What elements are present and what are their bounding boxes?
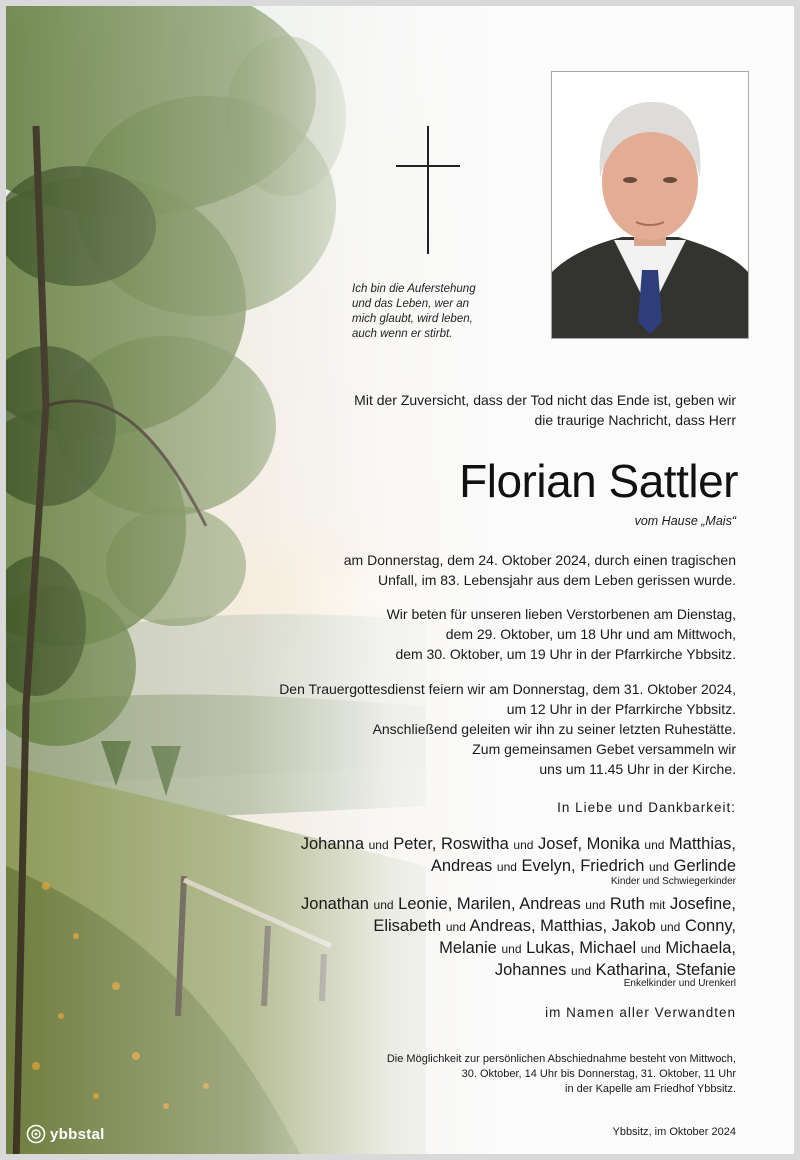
thanks-heading: In Liebe und Dankbarkeit: [557,800,736,815]
grandchildren-list [236,894,736,982]
cross-icon [394,124,464,256]
intro-text: Mit der Zuversicht, dass der Tod nicht das Ende ist, geben wir die traurige Nachricht, dass Herr [354,392,736,428]
funeral-notice: Den Trauergottesdienst feiern wir am Donnerstag, dem 31. Oktober 2024, um 12 Uhr in der Pfarrkirche Ybbsitz. Anschließend geleiten wir ihn zu seiner letzten Ruhestätte. Zum gemeinsamen Gebet versammeln wir uns um 11.45 Uhr in der Kirche. [279,681,736,777]
grandchildren-line: Jonathan und Leonie, Marilen, Andreas und Ruth mit Josefine, [301,895,736,913]
grandchildren-line: Johannes und Katharina, Stefanie [494,961,736,979]
bible-verse: Ich bin die Auferstehung und das Leben, wer an mich glaubt, wird leben, auch wenn er stirbt. [352,283,476,340]
logo-text: ybbstal [50,1125,105,1143]
ybbstal-logo-icon [26,1124,46,1144]
grandchildren-line: Melanie und Lukas, Michael und Michaela, [439,939,736,957]
farewell-notice: Die Möglichkeit zur persönlichen Abschiednahme besteht von Mittwoch, 30. Oktober, 14 Uhr bis Donnerstag, 31. Oktober, 11 Uhr in der Kapelle am Friedhof Ybbsitz. [386,1053,736,1095]
children-list [236,834,736,878]
place-date: Ybbsitz, im Oktober 2024 [612,1126,736,1138]
deceased-origin: vom Hause „Mais“ [634,514,736,528]
deceased-name: Florian Sattler [459,455,738,507]
grandchildren-line: Elisabeth und Andreas, Matthias, Jakob und Conny, [373,917,736,935]
portrait-image [552,72,748,338]
prayer-notice: Wir beten für unseren lieben Verstorbenen am Dienstag, dem 29. Oktober, um 18 Uhr und am Mittwoch, dem 30. Oktober, um 19 Uhr in der Pfarrkirche Ybbsitz. [386,606,736,662]
portrait-photo [551,71,749,339]
ybbstal-logo [26,1124,105,1144]
children-caption: Kinder und Schwiegerkinder [610,876,736,887]
relatives-line: im Namen aller Verwandten [545,1005,736,1020]
children-line: Andreas und Evelyn, Friedrich und Gerlinde [430,857,736,875]
grandchildren-caption: Enkelkinder und Urenkerl [623,978,736,989]
death-notice: am Donnerstag, dem 24. Oktober 2024, durch einen tragischen Unfall, im 83. Lebensjahr aus dem Leben gerissen wurde. [343,552,736,588]
children-line: Johanna und Peter, Roswitha und Josef, Monika und Matthias, [300,835,736,853]
